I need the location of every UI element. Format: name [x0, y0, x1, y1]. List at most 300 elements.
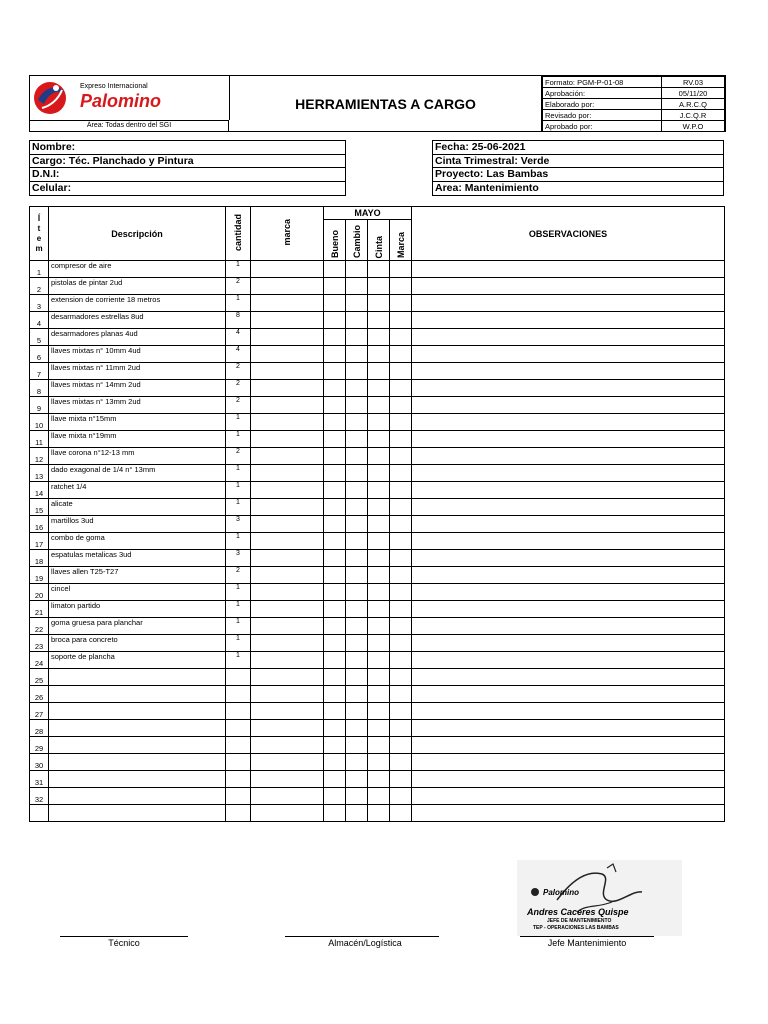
marca2-header: Marca: [390, 220, 412, 261]
item-observaciones: [412, 669, 725, 686]
meta-row: [543, 77, 725, 88]
item-marca: [251, 788, 324, 805]
table-row: [30, 635, 725, 652]
item-cinta: [368, 261, 390, 278]
item-marca: [251, 669, 324, 686]
item-observaciones: [412, 567, 725, 584]
item-cambio: [346, 312, 368, 329]
item-quantity: [226, 703, 251, 720]
item-quantity: 1: [226, 635, 251, 652]
item-marca: [251, 805, 324, 822]
item-cambio: [346, 465, 368, 482]
item-observaciones: [412, 533, 725, 550]
item-number: 21: [30, 601, 49, 618]
item-cambio: [346, 584, 368, 601]
item-marca: [251, 601, 324, 618]
item-quantity: 1: [226, 431, 251, 448]
item-cinta: [368, 363, 390, 380]
item-observaciones: [412, 788, 725, 805]
item-observaciones: [412, 635, 725, 652]
item-marca-check: [390, 346, 412, 363]
table-row: [30, 295, 725, 312]
item-marca-check: [390, 380, 412, 397]
meta-row: [543, 99, 725, 110]
item-number: 29: [30, 737, 49, 754]
table-row: [30, 567, 725, 584]
item-observaciones: [412, 431, 725, 448]
item-marca-check: [390, 652, 412, 669]
table-row: [30, 482, 725, 499]
item-quantity: [226, 788, 251, 805]
item-quantity: 1: [226, 482, 251, 499]
item-bueno: [324, 295, 346, 312]
stamp-line2: TEP - OPERACIONES LAS BAMBAS: [533, 925, 619, 931]
item-cinta: [368, 550, 390, 567]
item-number: 28: [30, 720, 49, 737]
item-observaciones: [412, 618, 725, 635]
item-description: llaves mixtas n° 14mm 2ud: [49, 380, 226, 397]
item-cinta: [368, 652, 390, 669]
item-marca: [251, 686, 324, 703]
item-observaciones: [412, 261, 725, 278]
item-cinta: [368, 380, 390, 397]
signature-label-almacen: Almacén/Logística: [328, 938, 402, 948]
item-marca-check: [390, 703, 412, 720]
item-number: 25: [30, 669, 49, 686]
item-quantity: 4: [226, 346, 251, 363]
item-bueno: [324, 635, 346, 652]
item-cinta: [368, 482, 390, 499]
item-marca-check: [390, 431, 412, 448]
item-bueno: [324, 533, 346, 550]
meta-row: [543, 88, 725, 99]
item-description: cincel: [49, 584, 226, 601]
item-cinta: [368, 584, 390, 601]
table-row: [30, 686, 725, 703]
item-number: 22: [30, 618, 49, 635]
item-marca: [251, 516, 324, 533]
item-cinta: [368, 278, 390, 295]
item-cambio: [346, 720, 368, 737]
item-cambio: [346, 805, 368, 822]
bueno-header: Bueno: [324, 220, 346, 261]
item-observaciones: [412, 465, 725, 482]
item-quantity: 4: [226, 329, 251, 346]
item-number: 19: [30, 567, 49, 584]
stamp-name: Andres Caceres Quispe: [527, 907, 629, 917]
item-observaciones: [412, 380, 725, 397]
item-marca: [251, 550, 324, 567]
item-marca: [251, 720, 324, 737]
item-observaciones: [412, 278, 725, 295]
cinta-header: Cinta: [368, 220, 390, 261]
item-bueno: [324, 346, 346, 363]
item-quantity: 1: [226, 295, 251, 312]
item-marca-check: [390, 805, 412, 822]
item-cambio: [346, 618, 368, 635]
item-quantity: 2: [226, 278, 251, 295]
table-row: [30, 414, 725, 431]
item-number: 6: [30, 346, 49, 363]
item-marca-check: [390, 278, 412, 295]
item-cambio: [346, 550, 368, 567]
table-row: [30, 550, 725, 567]
item-description: combo de goma: [49, 533, 226, 550]
item-number: 12: [30, 448, 49, 465]
meta-label: Elaborado por:: [543, 99, 662, 110]
item-cinta: [368, 669, 390, 686]
item-number: 5: [30, 329, 49, 346]
item-description: [49, 720, 226, 737]
item-bueno: [324, 805, 346, 822]
table-row: [30, 465, 725, 482]
item-cambio: [346, 754, 368, 771]
observaciones-header: OBSERVACIONES: [412, 207, 725, 261]
item-quantity: 2: [226, 363, 251, 380]
item-description: llaves allen T25-T27: [49, 567, 226, 584]
item-number: 14: [30, 482, 49, 499]
item-description: llave mixta n°15mm: [49, 414, 226, 431]
item-quantity: 1: [226, 499, 251, 516]
item-cinta: [368, 414, 390, 431]
item-marca: [251, 584, 324, 601]
item-description: [49, 754, 226, 771]
item-number: 3: [30, 295, 49, 312]
item-bueno: [324, 669, 346, 686]
item-number: 8: [30, 380, 49, 397]
item-observaciones: [412, 414, 725, 431]
item-cambio: [346, 380, 368, 397]
item-number: 13: [30, 465, 49, 482]
item-marca: [251, 431, 324, 448]
item-description: [49, 703, 226, 720]
item-marca: [251, 635, 324, 652]
item-description: ratchet 1/4: [49, 482, 226, 499]
item-quantity: 3: [226, 516, 251, 533]
item-cambio: [346, 431, 368, 448]
item-observaciones: [412, 550, 725, 567]
item-cinta: [368, 533, 390, 550]
item-bueno: [324, 261, 346, 278]
item-marca-check: [390, 601, 412, 618]
table-row: [30, 788, 725, 805]
item-cambio: [346, 533, 368, 550]
item-number: 10: [30, 414, 49, 431]
item-marca-check: [390, 295, 412, 312]
item-quantity: [226, 754, 251, 771]
item-cinta: [368, 295, 390, 312]
item-quantity: 2: [226, 448, 251, 465]
item-description: llave corona n°12-13 mm: [49, 448, 226, 465]
item-description: martillos 3ud: [49, 516, 226, 533]
item-number: 20: [30, 584, 49, 601]
item-cinta: [368, 771, 390, 788]
item-description: [49, 669, 226, 686]
item-cinta: [368, 431, 390, 448]
brand-small-text: Expreso Internacional: [80, 83, 148, 90]
item-number: 7: [30, 363, 49, 380]
info-fecha: Fecha: 25-06-2021: [433, 141, 723, 155]
brand-name: Palomino: [80, 91, 162, 111]
item-quantity: [226, 686, 251, 703]
meta-label: Revisado por:: [543, 110, 662, 121]
item-quantity: 1: [226, 584, 251, 601]
meta-label: Formato: PGM-P-01-08: [543, 77, 662, 88]
signature-line-tecnico: [60, 936, 188, 937]
table-row: [30, 669, 725, 686]
item-observaciones: [412, 584, 725, 601]
item-description: llaves mixtas n° 10mm 4ud: [49, 346, 226, 363]
project-info-block: [432, 140, 724, 196]
item-marca: [251, 380, 324, 397]
item-quantity: 1: [226, 261, 251, 278]
item-bueno: [324, 720, 346, 737]
item-observaciones: [412, 363, 725, 380]
item-marca-check: [390, 669, 412, 686]
item-marca-check: [390, 737, 412, 754]
cambio-header: Cambio: [346, 220, 368, 261]
item-observaciones: [412, 754, 725, 771]
item-cambio: [346, 788, 368, 805]
item-cambio: [346, 516, 368, 533]
item-number: 4: [30, 312, 49, 329]
info-cinta: Cinta Trimestral: Verde: [433, 155, 723, 169]
item-number: [30, 805, 49, 822]
item-bueno: [324, 363, 346, 380]
item-bueno: [324, 482, 346, 499]
item-observaciones: [412, 397, 725, 414]
table-row: [30, 737, 725, 754]
item-bueno: [324, 278, 346, 295]
item-marca: [251, 652, 324, 669]
item-marca-check: [390, 584, 412, 601]
item-cambio: [346, 261, 368, 278]
item-quantity: 1: [226, 414, 251, 431]
item-cambio: [346, 703, 368, 720]
item-number: 26: [30, 686, 49, 703]
item-marca: [251, 499, 324, 516]
item-quantity: [226, 771, 251, 788]
item-cinta: [368, 601, 390, 618]
item-cinta: [368, 618, 390, 635]
item-marca: [251, 329, 324, 346]
item-quantity: [226, 737, 251, 754]
table-row: [30, 516, 725, 533]
table-row: [30, 754, 725, 771]
item-marca: [251, 448, 324, 465]
item-cambio: [346, 499, 368, 516]
item-observaciones: [412, 295, 725, 312]
item-observaciones: [412, 720, 725, 737]
format-meta-table: [542, 76, 725, 131]
item-marca: [251, 465, 324, 482]
worker-info-block: [29, 140, 346, 196]
item-description: limaton partido: [49, 601, 226, 618]
item-observaciones: [412, 346, 725, 363]
info-proyecto: Proyecto: Las Bambas: [433, 168, 723, 182]
item-quantity: 1: [226, 652, 251, 669]
item-marca: [251, 703, 324, 720]
item-observaciones: [412, 448, 725, 465]
item-cinta: [368, 703, 390, 720]
item-cambio: [346, 278, 368, 295]
item-description: espatulas metalicas 3ud: [49, 550, 226, 567]
item-number: 9: [30, 397, 49, 414]
item-quantity: 3: [226, 550, 251, 567]
item-description: alicate: [49, 499, 226, 516]
item-observaciones: [412, 805, 725, 822]
item-quantity: 2: [226, 397, 251, 414]
stamp-brand: Palomino: [543, 888, 580, 897]
item-marca: [251, 397, 324, 414]
item-description: [49, 737, 226, 754]
item-marca-check: [390, 771, 412, 788]
item-bueno: [324, 771, 346, 788]
item-bueno: [324, 414, 346, 431]
item-number: 30: [30, 754, 49, 771]
table-row: [30, 584, 725, 601]
tools-table: [29, 206, 724, 822]
signature-label-jefe: Jefe Mantenimiento: [547, 938, 627, 948]
info-area: Area: Mantenimiento: [435, 181, 539, 194]
company-logo: [30, 76, 230, 120]
item-description: [49, 805, 226, 822]
item-number: 27: [30, 703, 49, 720]
item-cinta: [368, 720, 390, 737]
item-marca-check: [390, 397, 412, 414]
item-bueno: [324, 567, 346, 584]
item-marca: [251, 363, 324, 380]
item-observaciones: [412, 686, 725, 703]
item-cambio: [346, 346, 368, 363]
item-bueno: [324, 431, 346, 448]
item-marca: [251, 482, 324, 499]
item-cinta: [368, 397, 390, 414]
item-number: 23: [30, 635, 49, 652]
item-quantity: [226, 720, 251, 737]
item-bueno: [324, 601, 346, 618]
item-description: goma gruesa para planchar: [49, 618, 226, 635]
meta-row: [543, 121, 725, 132]
item-cambio: [346, 567, 368, 584]
marca-header: marca: [251, 207, 324, 261]
descripcion-header: Descripción: [49, 207, 226, 261]
item-description: compresor de aire: [49, 261, 226, 278]
item-bueno: [324, 788, 346, 805]
table-row: [30, 431, 725, 448]
table-row: [30, 261, 725, 278]
item-description: llaves mixtas n° 13mm 2ud: [49, 397, 226, 414]
item-description: broca para concreto: [49, 635, 226, 652]
item-marca-check: [390, 448, 412, 465]
table-row: [30, 652, 725, 669]
item-description: desarmadores estrellas 8ud: [49, 312, 226, 329]
table-row: [30, 533, 725, 550]
item-marca: [251, 261, 324, 278]
item-quantity: 1: [226, 601, 251, 618]
item-cambio: [346, 448, 368, 465]
item-marca-check: [390, 635, 412, 652]
month-header: MAYO: [324, 207, 412, 220]
item-marca: [251, 533, 324, 550]
area-label: Área: Todas dentro del SGI: [30, 120, 229, 131]
item-cinta: [368, 312, 390, 329]
item-marca-check: [390, 550, 412, 567]
item-number: 24: [30, 652, 49, 669]
signature-label-tecnico: Técnico: [108, 938, 140, 948]
table-row: [30, 618, 725, 635]
item-number: 16: [30, 516, 49, 533]
item-cambio: [346, 737, 368, 754]
item-quantity: 2: [226, 567, 251, 584]
item-marca-check: [390, 516, 412, 533]
item-bueno: [324, 397, 346, 414]
item-description: soporte de plancha: [49, 652, 226, 669]
item-number: 32: [30, 788, 49, 805]
table-row: [30, 720, 725, 737]
item-marca: [251, 295, 324, 312]
item-cinta: [368, 754, 390, 771]
item-marca: [251, 618, 324, 635]
item-bueno: [324, 550, 346, 567]
item-cinta: [368, 567, 390, 584]
item-cinta: [368, 465, 390, 482]
item-cinta: [368, 329, 390, 346]
item-marca-check: [390, 686, 412, 703]
item-bueno: [324, 754, 346, 771]
info-nombre: Nombre:: [30, 141, 345, 155]
item-cinta: [368, 788, 390, 805]
item-cambio: [346, 363, 368, 380]
item-cambio: [346, 635, 368, 652]
meta-row: [543, 110, 725, 121]
table-row: [30, 805, 725, 822]
item-cambio: [346, 686, 368, 703]
item-marca-check: [390, 618, 412, 635]
item-bueno: [324, 465, 346, 482]
item-cinta: [368, 499, 390, 516]
item-cinta: [368, 686, 390, 703]
item-number: 15: [30, 499, 49, 516]
item-cinta: [368, 516, 390, 533]
item-bueno: [324, 584, 346, 601]
item-cinta: [368, 635, 390, 652]
table-row: [30, 601, 725, 618]
item-bueno: [324, 329, 346, 346]
item-cinta: [368, 346, 390, 363]
item-bueno: [324, 686, 346, 703]
item-marca: [251, 567, 324, 584]
item-marca-check: [390, 567, 412, 584]
meta-value: RV.03: [662, 77, 725, 88]
item-quantity: 8: [226, 312, 251, 329]
item-quantity: [226, 805, 251, 822]
item-marca-check: [390, 720, 412, 737]
item-description: [49, 771, 226, 788]
item-cambio: [346, 329, 368, 346]
table-row: [30, 363, 725, 380]
table-row: [30, 703, 725, 720]
info-dni: D.N.I:: [30, 168, 345, 182]
item-observaciones: [412, 312, 725, 329]
item-marca-check: [390, 499, 412, 516]
item-description: [49, 686, 226, 703]
item-bueno: [324, 652, 346, 669]
item-cambio: [346, 771, 368, 788]
item-number: 1: [30, 261, 49, 278]
item-bueno: [324, 618, 346, 635]
item-marca: [251, 414, 324, 431]
